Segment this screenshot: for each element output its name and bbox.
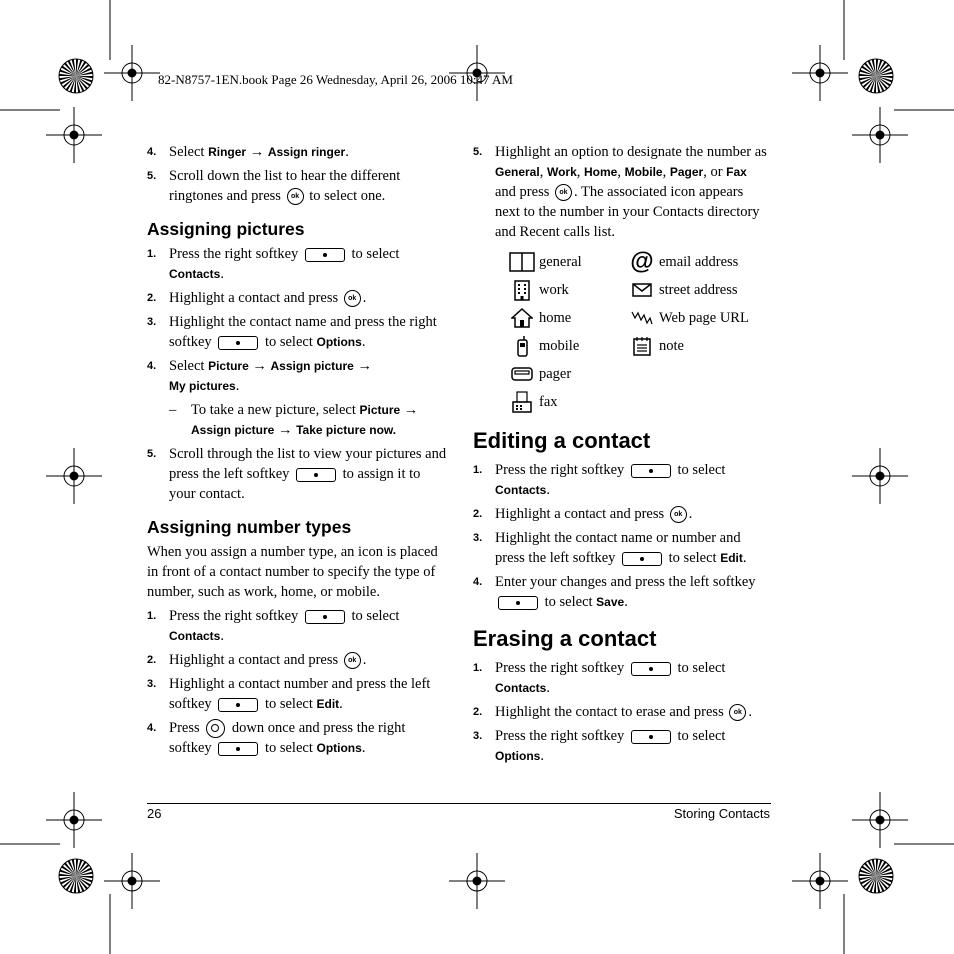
pictures-step-2: 2. Highlight a contact and press ok . [147,290,367,306]
icon-label: work [539,282,569,298]
crosshair-mark [852,107,908,163]
ok-key-icon: ok [729,704,746,721]
heading-erasing-a-contact: Erasing a contact [473,626,657,651]
crosshair-mark [46,448,102,504]
ok-key-icon: ok [344,290,361,307]
heading-assigning-pictures: Assigning pictures [147,219,305,239]
icon-label: fax [539,394,558,410]
ok-key-icon: ok [344,652,361,669]
page-number: 26 [147,806,162,821]
softkey-icon [622,552,662,566]
icon-label: pager [539,366,572,382]
erasing-step-1: 1. Press the right softkey to select Contacts. [473,660,726,696]
icon-label: email address [659,254,739,270]
softkey-icon [218,336,258,350]
print-header: 82-N8757-1EN.book Page 26 Wednesday, April 26, 2006 10:47 AM [158,72,513,87]
editing-step-1: 1. Press the right softkey to select Contacts. [473,462,726,498]
erasing-step-3: 3. Press the right softkey to select Options. [473,728,726,764]
pictures-step-5: 5. Scroll through the list to view your pictures and press the left softkey to assign it to your contact. [147,446,447,502]
heading-editing-a-contact: Editing a contact [473,428,651,453]
pictures-step-1: 1. Press the right softkey to select Contacts. [147,246,400,282]
crosshair-mark [449,853,505,909]
numtypes-step-2: 2. Highlight a contact and press ok . [147,652,367,668]
ok-key-icon: ok [555,184,572,201]
crosshair-mark [852,792,908,848]
pager-icon [505,362,539,386]
section-title: Storing Contacts [673,806,770,821]
ringer-step-5: 5. Scroll down the list to hear the different ringtones and press ok to select one. [147,168,401,204]
starburst-mark [859,859,893,893]
icon-label: mobile [539,338,580,354]
heading-assigning-number-types: Assigning number types [147,517,352,537]
softkey-icon [305,248,345,262]
ok-key-icon: ok [670,506,687,523]
crosshair-mark [104,45,160,101]
at-sign-icon: @ [630,248,654,275]
starburst-mark [59,859,93,893]
crosshair-mark [46,792,102,848]
erasing-step-2: 2. Highlight the contact to erase and press ok . [473,704,752,720]
envelope-icon [625,278,659,302]
softkey-icon [296,468,336,482]
left-column [147,142,447,762]
icon-label: home [539,310,572,326]
editing-step-3: 3. Highlight the contact name or number and press the left softkey to select Edit. [473,530,747,566]
cellphone-icon [505,334,539,358]
starburst-mark [59,59,93,93]
book-icon [505,250,539,274]
navigation-key-icon [206,719,225,738]
crosshair-mark [852,448,908,504]
softkey-icon [218,698,258,712]
ok-key-icon: ok [287,188,304,205]
right-column [473,142,768,770]
house-icon [505,306,539,330]
icon-label: general [539,254,582,270]
building-icon [505,278,539,302]
footer-rule [147,803,771,804]
softkey-icon [631,662,671,676]
notepad-icon [625,334,659,358]
numtypes-step-4: 4. Press down once and press the right softkey to select Options. [147,720,406,757]
editing-step-4: 4. Enter your changes and press the left softkey to select Save. [473,574,756,610]
softkey-icon [305,610,345,624]
starburst-mark [859,59,893,93]
numtypes-step-3: 3. Highlight a contact number and press the left softkey to select Edit. [147,676,431,712]
icon-label: note [659,338,684,354]
editing-step-2: 2. Highlight a contact and press ok . [473,506,693,522]
web-icon [625,306,659,330]
softkey-icon [218,742,258,756]
number-type-icon-table [505,250,768,414]
softkey-icon [631,730,671,744]
pictures-step-4: 4. Select Picture → Assign picture → My pictures. [147,358,372,394]
numtypes-step-5: 5. Highlight an option to designate the number as General, Work, Home, Mobile, Pager, or Fax and press ok . The associated icon appears next to the number in your Contacts directory and Recent calls list. [473,144,767,240]
crosshair-mark [104,853,160,909]
number-types-intro: When you assign a number type, an icon is placed in front of a contact number to specify the type of number, such as work, home, or mobile. [147,544,438,600]
icon-label: street address [659,282,738,298]
crosshair-mark [792,45,848,101]
numtypes-step-1: 1. Press the right softkey to select Contacts. [147,608,400,644]
crosshair-mark [46,107,102,163]
fax-icon [505,390,539,414]
icon-label: Web page URL [659,310,749,326]
pictures-substep: – To take a new picture, select Picture → Assign picture → Take picture now. [169,402,419,438]
ringer-step-4: 4. Select Ringer → Assign ringer. [147,144,349,160]
crosshair-mark [792,853,848,909]
pictures-step-3: 3. Highlight the contact name and press the right softkey to select Options. [147,314,437,350]
softkey-icon [631,464,671,478]
softkey-icon [498,596,538,610]
